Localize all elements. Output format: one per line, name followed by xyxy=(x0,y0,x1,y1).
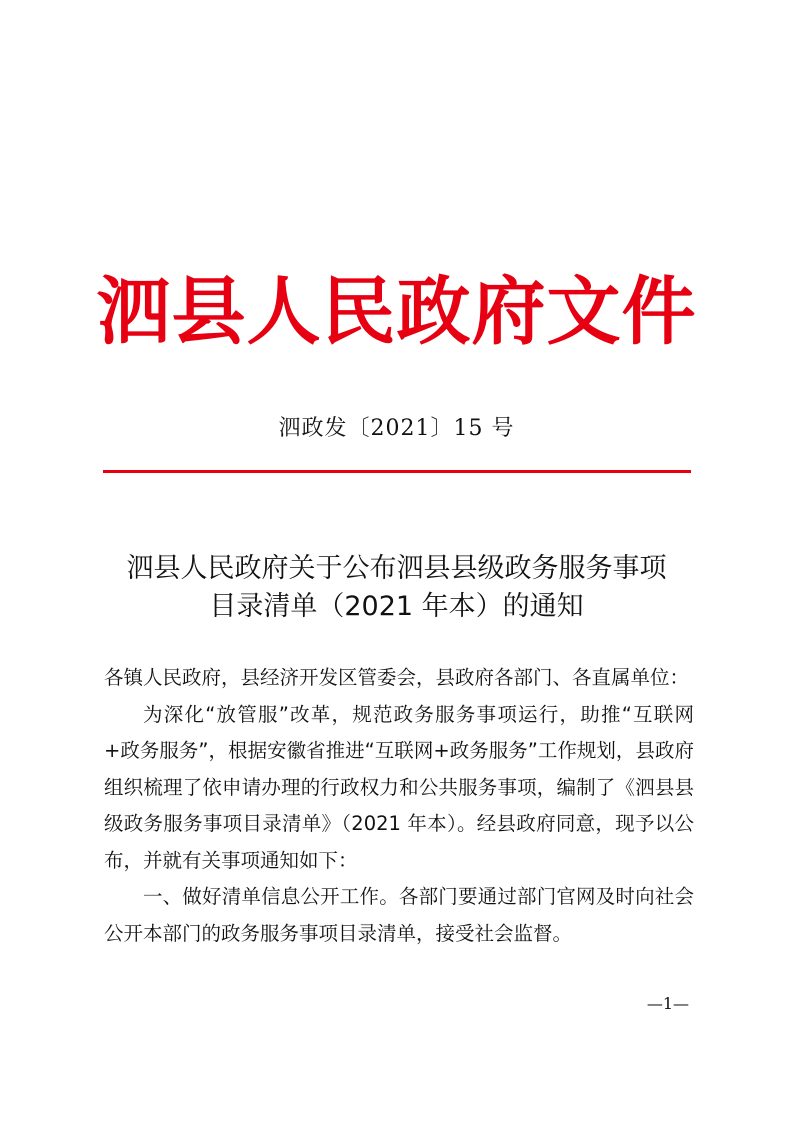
document-title xyxy=(90,550,703,626)
document-body xyxy=(104,660,694,952)
red-divider-line xyxy=(103,470,691,473)
document-number: 泗政发〔2021〕15 号 xyxy=(278,416,515,441)
salutation: 各镇人民政府，县经济开发区管委会，县政府各部门、各直属单位： xyxy=(104,666,690,689)
page-number: —1— xyxy=(646,994,689,1013)
document-title-line-2: 目录清单（2021 年本）的通知 xyxy=(209,591,584,622)
masthead-title: 泗县人民政府文件 xyxy=(96,269,697,355)
document-title-line-1: 泗县人民政府关于公布泗县县级政务服务事项 xyxy=(126,553,667,584)
body-paragraph-1: 为深化“放管服”改革，规范政务服务事项运行，助推“互联网+政务服务”，根据安徽省推进“互联网+政务服务”工作规划，县政府组织梳理了依申请办理的行政权力和公共服务事项，编制了《泗县县级政务服务事项目录清单》（2021 年本）。经县政府同意，现予以公布，并就有关事项通知如下： xyxy=(104,702,694,872)
body-paragraph-2: 一、做好清单信息公开工作。各部门要通过部门官网及时向社会公开本部门的政务服务事项目录清单，接受社会监督。 xyxy=(104,885,694,945)
